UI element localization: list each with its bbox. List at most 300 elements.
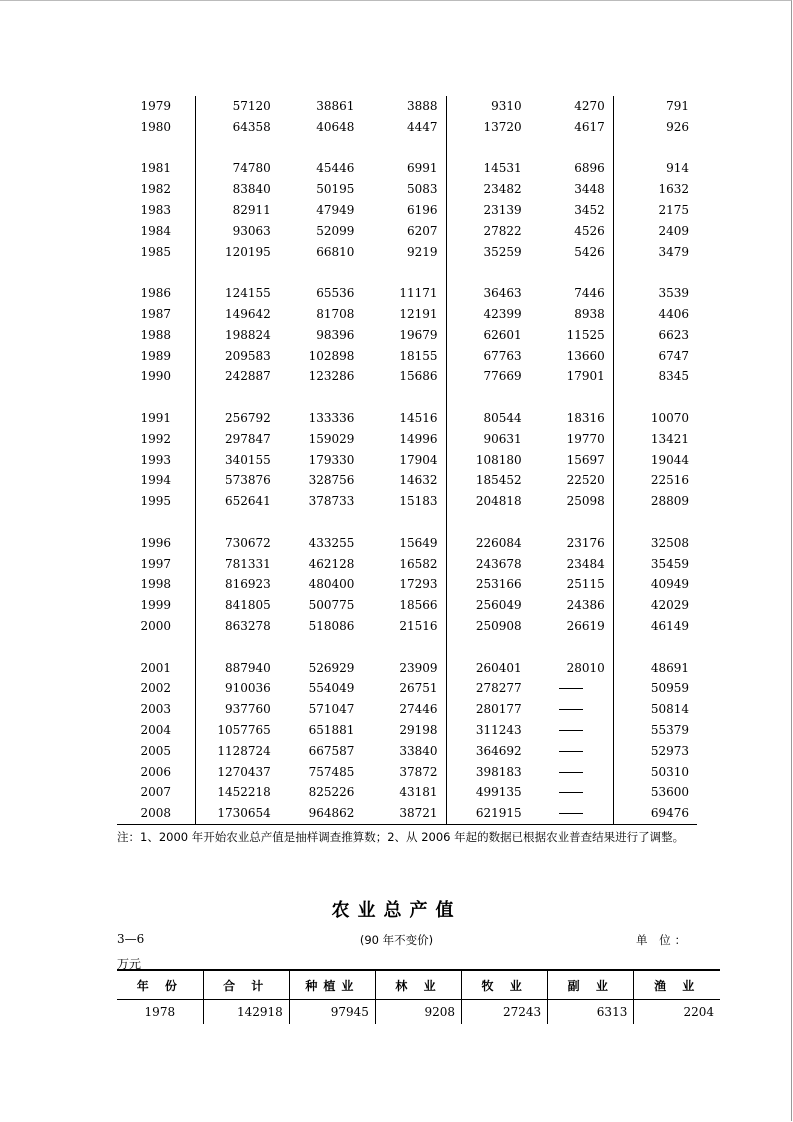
crop-cell: 38861 xyxy=(316,99,355,113)
crop-cell: 667587 xyxy=(308,743,355,758)
animal-cell: 77669 xyxy=(446,366,530,387)
side-cell: 19770 xyxy=(566,431,605,446)
crop-cell: 65536 xyxy=(316,286,355,301)
dash-line xyxy=(559,688,583,689)
total-cell: 297847 xyxy=(195,429,279,450)
crop-cell: 102898 xyxy=(308,348,355,363)
spacer-cell xyxy=(279,138,363,159)
spacer-cell xyxy=(613,512,697,533)
fishery-cell: 2409 xyxy=(613,221,697,242)
fishery-cell: 19044 xyxy=(613,450,697,471)
forestry-cell: 6991 xyxy=(407,161,438,176)
animal-cell: 42399 xyxy=(446,304,530,325)
total-cell: 1128724 xyxy=(195,741,279,762)
side-cell: 22520 xyxy=(566,473,605,488)
animal-cell: 108180 xyxy=(446,450,530,471)
no-data-dash xyxy=(530,699,614,720)
crop-cell: 526929 xyxy=(308,660,355,675)
animal-cell: 27243 xyxy=(462,1000,548,1025)
spacer-cell xyxy=(279,262,363,283)
table-row xyxy=(117,1000,720,1025)
fishery-cell: 2175 xyxy=(613,200,697,221)
total-cell: 781331 xyxy=(195,554,279,575)
total-cell: 242887 xyxy=(195,366,279,387)
year-cell: 1998 xyxy=(140,577,172,592)
year-cell: 1993 xyxy=(140,452,172,467)
fishery-cell: 1632 xyxy=(613,179,697,200)
spacer-cell xyxy=(530,512,614,533)
forestry-cell: 12191 xyxy=(399,306,438,321)
table-row xyxy=(117,803,697,824)
animal-cell: 260401 xyxy=(446,658,530,679)
dash-line xyxy=(559,751,583,752)
fishery-cell: 28809 xyxy=(613,491,697,512)
year-cell: 1994 xyxy=(140,473,172,488)
table-row xyxy=(117,158,697,179)
forestry-cell: 5083 xyxy=(407,182,438,197)
total-cell: 124155 xyxy=(195,283,279,304)
crop-cell: 66810 xyxy=(316,244,355,259)
forestry-cell: 17904 xyxy=(399,452,438,467)
table-row xyxy=(117,283,697,304)
forestry-cell: 15686 xyxy=(399,369,438,384)
table-row xyxy=(117,533,697,554)
year-cell: 1981 xyxy=(140,161,172,176)
forestry-cell: 6196 xyxy=(407,202,438,217)
forestry-cell: 3888 xyxy=(407,99,438,113)
animal-cell: 14531 xyxy=(446,158,530,179)
animal-cell: 204818 xyxy=(446,491,530,512)
spacer-cell xyxy=(446,637,530,658)
crop-cell: 433255 xyxy=(308,535,355,550)
spacer-cell xyxy=(613,138,697,159)
spacer-cell xyxy=(530,637,614,658)
total-cell: 120195 xyxy=(195,242,279,263)
crop-cell: 47949 xyxy=(316,202,355,217)
year-cell: 1991 xyxy=(140,410,172,425)
fishery-cell: 2204 xyxy=(634,1000,720,1025)
forestry-cell: 19679 xyxy=(399,327,438,342)
animal-cell: 185452 xyxy=(446,470,530,491)
header-year: 年 份 xyxy=(117,970,203,1000)
dash-line xyxy=(559,772,583,773)
table-number: 3—6 xyxy=(117,932,145,946)
spacer-cell xyxy=(117,387,195,408)
spacer-cell xyxy=(446,387,530,408)
fishery-cell: 69476 xyxy=(613,803,697,824)
side-cell: 4617 xyxy=(574,119,605,134)
crop-cell: 825226 xyxy=(308,785,355,800)
forestry-cell: 17293 xyxy=(399,577,438,592)
no-data-dash xyxy=(530,741,614,762)
fishery-cell: 914 xyxy=(613,158,697,179)
forestry-cell: 15183 xyxy=(399,494,438,509)
crop-cell: 757485 xyxy=(308,764,355,779)
fishery-cell: 50959 xyxy=(613,678,697,699)
header-total: 合 计 xyxy=(203,970,289,1000)
side-cell: 6313 xyxy=(548,1000,634,1025)
forestry-cell: 37872 xyxy=(399,764,438,779)
spacer-cell xyxy=(195,138,279,159)
crop-cell: 500775 xyxy=(308,598,355,613)
header-side: 副 业 xyxy=(548,970,634,1000)
year-cell: 1992 xyxy=(140,431,172,446)
year-cell: 1999 xyxy=(140,598,172,613)
side-cell: 17901 xyxy=(566,369,605,384)
no-data-dash xyxy=(530,720,614,741)
forestry-cell: 38721 xyxy=(362,803,446,824)
spacer-row xyxy=(117,138,697,159)
side-cell: 11525 xyxy=(566,327,605,342)
animal-cell: 23482 xyxy=(446,179,530,200)
fishery-cell: 6623 xyxy=(613,325,697,346)
spacer-cell xyxy=(195,512,279,533)
crop-cell: 97945 xyxy=(289,1000,375,1025)
spacer-cell xyxy=(613,637,697,658)
animal-cell: 280177 xyxy=(446,699,530,720)
total-cell: 887940 xyxy=(195,658,279,679)
total-cell: 64358 xyxy=(195,117,279,138)
spacer-cell xyxy=(117,512,195,533)
side-cell: 26619 xyxy=(566,618,605,633)
spacer-cell xyxy=(530,387,614,408)
total-cell: 1452218 xyxy=(195,782,279,803)
fishery-cell: 926 xyxy=(613,117,697,138)
fishery-cell: 40949 xyxy=(613,574,697,595)
forestry-cell: 27446 xyxy=(399,702,438,717)
forestry-cell: 33840 xyxy=(399,743,438,758)
table-row xyxy=(117,554,697,575)
no-data-dash xyxy=(530,762,614,783)
total-cell: 209583 xyxy=(195,346,279,367)
forestry-cell: 14996 xyxy=(399,431,438,446)
year-cell: 1989 xyxy=(140,348,172,363)
forestry-cell: 26751 xyxy=(399,681,438,696)
animal-cell: 27822 xyxy=(446,221,530,242)
side-cell: 23176 xyxy=(566,535,605,550)
year-cell: 1984 xyxy=(140,223,172,238)
total-cell: 816923 xyxy=(195,574,279,595)
crop-cell: 378733 xyxy=(308,494,355,509)
agri-output-table xyxy=(117,969,720,1024)
year-cell: 2004 xyxy=(140,722,172,737)
crop-cell: 52099 xyxy=(316,223,355,238)
spacer-row xyxy=(117,262,697,283)
table-row xyxy=(117,408,697,429)
header-fishery: 渔 业 xyxy=(634,970,720,1000)
table-row xyxy=(117,429,697,450)
total-cell: 83840 xyxy=(195,179,279,200)
no-data-dash xyxy=(530,782,614,803)
table-row xyxy=(117,117,697,138)
side-cell: 15697 xyxy=(566,452,605,467)
fishery-cell: 48691 xyxy=(613,658,697,679)
total-cell: 149642 xyxy=(195,304,279,325)
fishery-cell: 53600 xyxy=(613,782,697,803)
spacer-cell xyxy=(279,512,363,533)
side-cell: 25115 xyxy=(566,577,605,592)
total-cell: 573876 xyxy=(195,470,279,491)
crop-cell: 179330 xyxy=(308,452,355,467)
dash-line xyxy=(559,792,583,793)
total-cell: 841805 xyxy=(195,595,279,616)
fishery-cell: 8345 xyxy=(613,366,697,387)
table-row xyxy=(117,741,697,762)
crop-cell: 98396 xyxy=(316,327,355,342)
spacer-cell xyxy=(362,262,446,283)
year-cell: 2002 xyxy=(140,681,172,696)
total-cell: 82911 xyxy=(195,200,279,221)
year-cell: 1982 xyxy=(140,182,172,197)
animal-cell: 226084 xyxy=(446,533,530,554)
animal-cell: 36463 xyxy=(446,283,530,304)
fishery-cell: 3539 xyxy=(613,283,697,304)
side-cell: 25098 xyxy=(566,494,605,509)
crop-cell: 462128 xyxy=(308,556,355,571)
unit-value: 万元 xyxy=(117,957,142,971)
spacer-cell xyxy=(362,138,446,159)
year-cell: 2008 xyxy=(117,803,195,824)
forestry-cell: 29198 xyxy=(399,722,438,737)
year-cell: 1983 xyxy=(140,202,172,217)
table-row xyxy=(117,346,697,367)
forestry-cell: 4447 xyxy=(407,119,438,134)
animal-cell: 250908 xyxy=(446,616,530,637)
table-row xyxy=(117,574,697,595)
year-cell: 1980 xyxy=(140,119,172,134)
animal-cell: 311243 xyxy=(446,720,530,741)
fishery-cell: 22516 xyxy=(613,470,697,491)
table-row xyxy=(117,200,697,221)
spacer-cell xyxy=(362,637,446,658)
forestry-cell: 18566 xyxy=(399,598,438,613)
animal-cell: 9310 xyxy=(446,96,530,117)
main-data-table xyxy=(117,96,697,825)
animal-cell: 62601 xyxy=(446,325,530,346)
forestry-cell: 16582 xyxy=(399,556,438,571)
forestry-cell: 21516 xyxy=(399,618,438,633)
animal-cell: 90631 xyxy=(446,429,530,450)
side-cell: 7446 xyxy=(574,286,605,301)
spacer-cell xyxy=(446,262,530,283)
spacer-cell xyxy=(530,138,614,159)
year-cell: 2007 xyxy=(140,785,172,800)
animal-cell: 13720 xyxy=(446,117,530,138)
crop-cell: 45446 xyxy=(316,161,355,176)
spacer-cell xyxy=(195,387,279,408)
spacer-cell xyxy=(530,262,614,283)
total-cell: 256792 xyxy=(195,408,279,429)
fishery-cell: 791 xyxy=(613,96,697,117)
fishery-cell: 4406 xyxy=(613,304,697,325)
table-row xyxy=(117,366,697,387)
main-table-body xyxy=(117,96,697,824)
year-cell: 1997 xyxy=(140,556,172,571)
total-cell: 937760 xyxy=(195,699,279,720)
table-row xyxy=(117,491,697,512)
animal-cell: 398183 xyxy=(446,762,530,783)
year-cell: 2000 xyxy=(140,618,172,633)
table-row xyxy=(117,762,697,783)
animal-cell: 499135 xyxy=(446,782,530,803)
year-cell: 2001 xyxy=(140,660,172,675)
table-row xyxy=(117,699,697,720)
side-cell: 4526 xyxy=(574,223,605,238)
forestry-cell: 23909 xyxy=(399,660,438,675)
spacer-cell xyxy=(446,138,530,159)
table-row xyxy=(117,720,697,741)
fishery-cell: 35459 xyxy=(613,554,697,575)
table-row xyxy=(117,595,697,616)
forestry-cell: 9219 xyxy=(407,244,438,259)
fishery-cell: 6747 xyxy=(613,346,697,367)
spacer-row xyxy=(117,512,697,533)
forestry-cell: 14516 xyxy=(399,410,438,425)
side-cell: 23484 xyxy=(566,556,605,571)
fishery-cell: 32508 xyxy=(613,533,697,554)
crop-cell: 518086 xyxy=(308,618,355,633)
price-basis-subtitle: (90 年不变价) xyxy=(359,933,434,947)
animal-cell: 67763 xyxy=(446,346,530,367)
forestry-cell: 14632 xyxy=(399,473,438,488)
header-forestry: 林 业 xyxy=(375,970,461,1000)
spacer-cell xyxy=(362,387,446,408)
header-row xyxy=(117,970,720,1000)
fishery-cell: 52973 xyxy=(613,741,697,762)
spacer-cell xyxy=(613,387,697,408)
forestry-cell: 9208 xyxy=(375,1000,461,1025)
no-data-dash xyxy=(530,803,614,824)
fishery-cell: 55379 xyxy=(613,720,697,741)
crop-cell: 571047 xyxy=(308,702,355,717)
table-row xyxy=(117,678,697,699)
table-row xyxy=(117,304,697,325)
year-cell: 1996 xyxy=(140,535,172,550)
fishery-cell: 13421 xyxy=(613,429,697,450)
total-cell: 142918 xyxy=(203,1000,289,1025)
side-cell: 8938 xyxy=(574,306,605,321)
forestry-cell: 18155 xyxy=(399,348,438,363)
no-data-dash xyxy=(530,678,614,699)
crop-cell: 480400 xyxy=(308,577,355,592)
year-cell: 1990 xyxy=(140,369,172,384)
year-cell: 1988 xyxy=(140,327,172,342)
year-cell: 1986 xyxy=(140,286,172,301)
fishery-cell: 42029 xyxy=(613,595,697,616)
spacer-cell xyxy=(613,262,697,283)
crop-cell: 123286 xyxy=(308,369,355,384)
table-row xyxy=(117,242,697,263)
fishery-cell: 50814 xyxy=(613,699,697,720)
table-row xyxy=(117,470,697,491)
spacer-row xyxy=(117,637,697,658)
total-cell: 652641 xyxy=(195,491,279,512)
unit-label: 单 位： xyxy=(636,933,691,947)
table-row xyxy=(117,782,697,803)
side-cell: 5426 xyxy=(574,244,605,259)
side-cell: 28010 xyxy=(566,660,605,675)
crop-cell: 159029 xyxy=(308,431,355,446)
animal-cell: 243678 xyxy=(446,554,530,575)
table-footnote: 注：1、2000 年开始农业总产值是抽样调查推算数；2、从 2006 年起的数据已根据农业普查结果进行了调整。 xyxy=(117,830,685,844)
dash-line xyxy=(559,730,583,731)
table-row xyxy=(117,325,697,346)
side-cell: 3452 xyxy=(574,202,605,217)
year-cell: 1985 xyxy=(140,244,172,259)
total-cell: 1270437 xyxy=(195,762,279,783)
header-crop: 种植业 xyxy=(289,970,375,1000)
total-cell: 340155 xyxy=(195,450,279,471)
total-cell: 1057765 xyxy=(195,720,279,741)
crop-cell: 328756 xyxy=(308,473,355,488)
total-cell: 910036 xyxy=(195,678,279,699)
year-cell: 2006 xyxy=(140,764,172,779)
side-cell: 24386 xyxy=(566,598,605,613)
fishery-cell: 50310 xyxy=(613,762,697,783)
total-cell: 863278 xyxy=(195,616,279,637)
forestry-cell: 11171 xyxy=(399,286,438,301)
animal-cell: 256049 xyxy=(446,595,530,616)
table-row xyxy=(117,450,697,471)
crop-cell: 133336 xyxy=(308,410,355,425)
crop-cell: 651881 xyxy=(308,722,355,737)
crop-cell: 50195 xyxy=(316,182,355,197)
forestry-cell: 15649 xyxy=(399,535,438,550)
animal-cell: 80544 xyxy=(446,408,530,429)
forestry-cell: 43181 xyxy=(399,785,438,800)
spacer-cell xyxy=(446,512,530,533)
spacer-cell xyxy=(195,637,279,658)
total-cell: 93063 xyxy=(195,221,279,242)
year-cell: 1995 xyxy=(140,494,172,509)
header-animal: 牧 业 xyxy=(462,970,548,1000)
side-cell: 13660 xyxy=(566,348,605,363)
table-row xyxy=(117,616,697,637)
table-row xyxy=(117,658,697,679)
dash-line xyxy=(559,813,583,814)
spacer-cell xyxy=(117,262,195,283)
dash-line xyxy=(559,709,583,710)
animal-cell: 278277 xyxy=(446,678,530,699)
year-cell: 2003 xyxy=(140,702,172,717)
animal-cell: 35259 xyxy=(446,242,530,263)
total-cell: 57120 xyxy=(195,96,279,117)
animal-cell: 364692 xyxy=(446,741,530,762)
side-cell: 3448 xyxy=(574,182,605,197)
spacer-cell xyxy=(195,262,279,283)
crop-cell: 554049 xyxy=(308,681,355,696)
spacer-cell xyxy=(117,637,195,658)
spacer-cell xyxy=(279,387,363,408)
animal-cell: 23139 xyxy=(446,200,530,221)
side-cell: 6896 xyxy=(574,161,605,176)
table-row xyxy=(117,221,697,242)
fishery-cell: 10070 xyxy=(613,408,697,429)
spacer-cell xyxy=(117,138,195,159)
crop-cell: 81708 xyxy=(316,306,355,321)
side-cell: 18316 xyxy=(566,410,605,425)
table-row xyxy=(117,96,697,117)
spacer-row xyxy=(117,387,697,408)
animal-cell: 621915 xyxy=(446,803,530,824)
section-title: 农业总产值 xyxy=(331,900,462,921)
year-cell: 2005 xyxy=(140,743,172,758)
total-cell: 1730654 xyxy=(195,803,279,824)
crop-cell: 40648 xyxy=(316,119,355,134)
year-cell: 1987 xyxy=(140,306,172,321)
fishery-cell: 3479 xyxy=(613,242,697,263)
animal-cell: 253166 xyxy=(446,574,530,595)
